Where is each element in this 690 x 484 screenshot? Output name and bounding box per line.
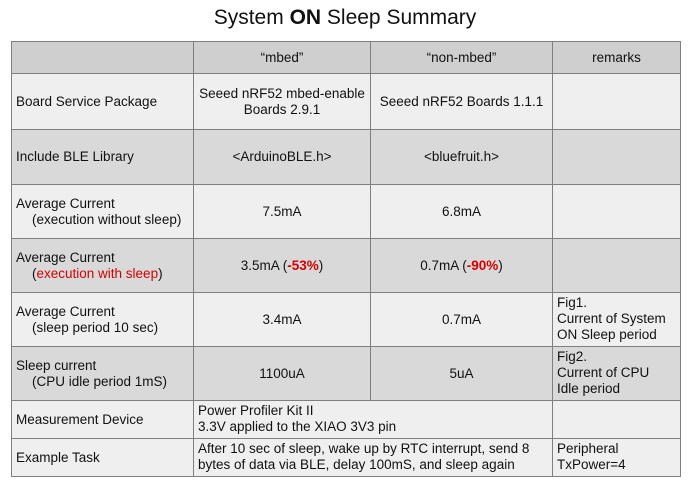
cell-remarks: [553, 74, 681, 130]
cell-remarks: Fig1. Current of System ON Sleep period: [553, 293, 681, 347]
header-remarks: remarks: [553, 42, 681, 74]
cell-remarks: [553, 130, 681, 185]
page-title: System ON Sleep Summary: [213, 6, 477, 29]
cell-non-mbed: Seeed nRF52 Boards 1.1.1: [371, 74, 553, 130]
cell-mbed: 7.5mA: [194, 185, 371, 239]
row-label: Average Current (execution without sleep): [12, 185, 194, 239]
row-label: Measurement Device: [12, 401, 194, 439]
reduction-percent: -53%: [287, 257, 319, 273]
table-row: [12, 401, 681, 439]
header-non-mbed: “non-mbed”: [371, 42, 553, 74]
cell-device: Power Profiler Kit II 3.3V applied to the XIAO 3V3 pin: [194, 401, 553, 439]
summary-table: [11, 41, 681, 477]
row-label: Example Task: [12, 439, 194, 477]
table-row: [12, 185, 681, 239]
cell-non-mbed: 5uA: [371, 347, 553, 401]
table-row: [12, 74, 681, 130]
header-blank: [12, 42, 194, 74]
cell-remarks: [553, 185, 681, 239]
highlight-text: execution with sleep: [36, 265, 159, 281]
row-label: Average Current (sleep period 10 sec): [12, 293, 194, 347]
table-row: [12, 239, 681, 293]
cell-non-mbed: 0.7mA (-90%): [371, 239, 553, 293]
row-label: Average Current (execution with sleep): [12, 239, 194, 293]
table-row: [12, 347, 681, 401]
cell-non-mbed: <bluefruit.h>: [371, 130, 553, 185]
cell-mbed: 1100uA: [194, 347, 371, 401]
cell-mbed: <ArduinoBLE.h>: [194, 130, 371, 185]
cell-task: After 10 sec of sleep, wake up by RTC interrupt, send 8 bytes of data via BLE, delay 100mS, and sleep again: [194, 439, 553, 477]
cell-remarks: [553, 239, 681, 293]
header-row: [12, 42, 681, 74]
cell-mbed: 3.4mA: [194, 293, 371, 347]
row-label: Include BLE Library: [12, 130, 194, 185]
row-label: Board Service Package: [12, 74, 194, 130]
cell-non-mbed: 0.7mA: [371, 293, 553, 347]
table-row: [12, 293, 681, 347]
header-mbed: “mbed”: [194, 42, 371, 74]
cell-remarks: [553, 401, 681, 439]
row-label: Sleep current (CPU idle period 1mS): [12, 347, 194, 401]
cell-remarks: Peripheral TxPower=4: [553, 439, 681, 477]
table-row: [12, 130, 681, 185]
cell-non-mbed: 6.8mA: [371, 185, 553, 239]
cell-mbed: Seeed nRF52 mbed-enable Boards 2.9.1: [194, 74, 371, 130]
table-row: [12, 439, 681, 477]
reduction-percent: -90%: [466, 257, 499, 273]
cell-mbed: 3.5mA (-53%): [194, 239, 371, 293]
cell-remarks: Fig2. Current of CPU Idle period: [553, 347, 681, 401]
